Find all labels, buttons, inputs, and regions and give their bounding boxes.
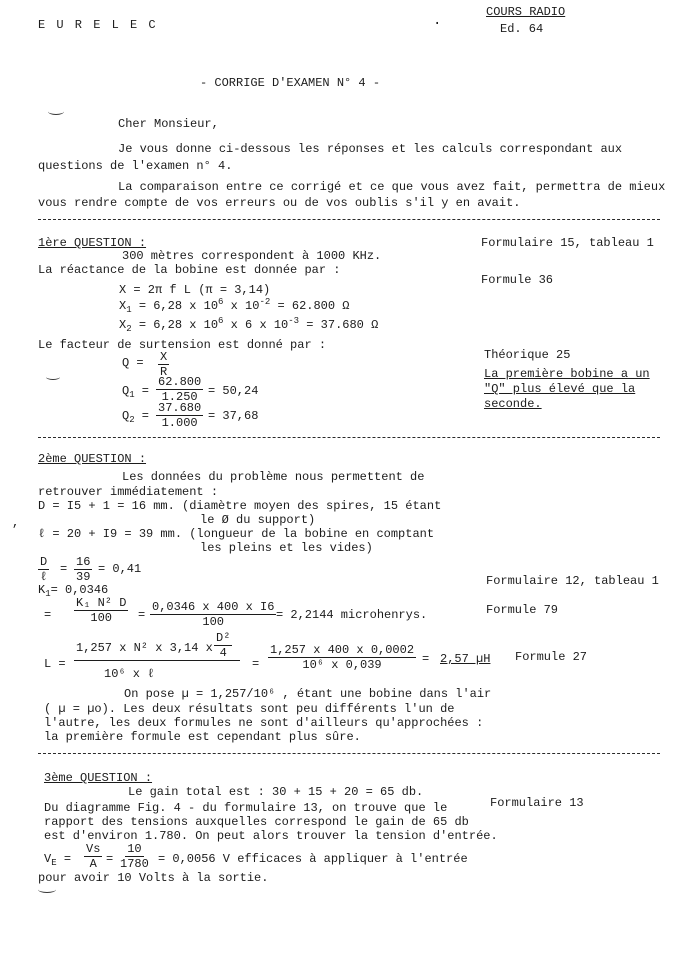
q3-line-1: Le gain total est : 30 + 15 + 20 = 65 db. xyxy=(128,785,424,799)
q1-line-1: 300 mètres correspondent à 1000 KHz. xyxy=(122,249,382,263)
q2-l-d2-fraction: $\frac{\text{D²}}{4}$ xyxy=(216,631,231,660)
q1-q2-result: = 37,68 xyxy=(208,409,259,423)
q3-result: = 0,0056 V efficaces à appliquer à l'entrée xyxy=(158,852,468,866)
q2-l-result: 2,57 µH xyxy=(440,652,491,666)
q2-dl-fraction-2: $\frac{16}{39}$ xyxy=(76,555,91,584)
intro-line-3: La comparaison entre ce corrigé et ce que vous avez fait, permettra de mieux xyxy=(118,180,666,194)
q1-eq-x: X = 2π f L (π = 3,14) xyxy=(119,283,271,297)
q2-l-numerator: 1,257 x N² x 3,14 x xyxy=(76,641,213,655)
q2-f1-eq-2: = xyxy=(138,608,146,622)
q2-f1-eq: = xyxy=(44,608,52,622)
q1-line-2: La réactance de la bobine est donnée par : xyxy=(38,263,341,277)
q3-line-3: rapport des tensions auxquelles correspond le gain de 65 db xyxy=(44,815,469,829)
q2-dl-fraction: D ℓ xyxy=(40,555,48,584)
edition: Ed. 64 xyxy=(500,22,544,36)
q1-reference-2: Formule 36 xyxy=(481,273,554,287)
q1-eq-x1: $X_1 = 6,28$ x $10^6$ x $10^{-2} = 62.800$ Ω xyxy=(119,297,350,315)
q2-note-2: ( µ = µo). Les deux résultats sont peu différents l'un de xyxy=(44,702,455,716)
intro-line-1: Je vous donne ci-dessous les réponses et les calculs correspondant aux xyxy=(118,142,623,156)
q2-l-fraction-2: $\frac{1,257 x 400 x 0,0002}{\text{10⁶ x 0,039}}$ xyxy=(270,643,415,672)
q1-heading: 1ère QUESTION : xyxy=(38,236,147,250)
q1-reference-1: Formulaire 15, tableau 1 xyxy=(481,236,654,250)
q1-q1-fraction: $\frac{62.800}{1.250}$ xyxy=(158,375,202,404)
q1-q1-result: = 50,24 xyxy=(208,384,259,398)
q2-l-line: ℓ = 20 + I9 = 39 mm. (longueur de la bobine en comptant xyxy=(38,527,435,541)
separator xyxy=(38,219,660,220)
q2-heading: 2ème QUESTION : xyxy=(38,452,147,466)
q1-q2-lhs: $Q_2$ = xyxy=(122,409,150,425)
q3-line-6: pour avoir 10 Volts à la sortie. xyxy=(38,871,269,885)
q2-reference-2: Formule 79 xyxy=(486,603,559,617)
q1-eq-x2: $X_2 = 6,28$ x $10^6$ x 6 x $10^{-3} = 37.680$ Ω xyxy=(119,316,379,334)
hole-punch-mark xyxy=(38,886,56,893)
q2-k1: $K_1= 0,0346$ xyxy=(38,583,109,599)
company-name: E U R E L E C xyxy=(38,18,158,32)
q1-line-3: Le facteur de surtension est donné par : xyxy=(38,338,327,352)
q2-f1-fraction-2: $\frac{\text{0,0346 x 400 x I6}}{100}$ xyxy=(152,600,275,629)
hole-punch-mark xyxy=(48,108,64,115)
q3-line-2: Du diagramme Fig. 4 - du formulaire 13, on trouve que le xyxy=(44,801,448,815)
course-title: COURS RADIO xyxy=(486,5,566,19)
intro-line-4: vous rendre compte de vos erreurs ou de vos oublis s'il y en avait. xyxy=(38,196,521,210)
q2-note-1: On pose µ = 1,257/10⁶ , étant une bobine dans l'air xyxy=(124,687,492,701)
q2-d-line: D = I5 + 1 = 16 mm. (diamètre moyen des spires, 15 étant xyxy=(38,499,442,513)
q1-note-1: La première bobine a un xyxy=(484,367,650,381)
hole-punch-mark xyxy=(46,374,60,380)
q2-dl-result: = 0,41 xyxy=(98,562,142,576)
q2-f1-result: = 2,2144 microhenrys. xyxy=(276,608,428,622)
q3-value-fraction: $\frac{10}{1780}$ xyxy=(120,842,149,871)
header-dot: . xyxy=(433,13,442,29)
q3-line-4: est d'environ 1.780. On peut alors trouver la tension d'entrée. xyxy=(44,829,498,843)
q1-note-2: "Q" plus élevé que la xyxy=(484,382,636,396)
q3-reference-1: Formulaire 13 xyxy=(490,796,584,810)
q2-l-eq: = xyxy=(252,657,260,671)
q2-reference-3: Formule 27 xyxy=(515,650,588,664)
q2-l-denominator: 10⁶ x ℓ xyxy=(104,667,155,681)
q2-line-1: Les données du problème nous permettent de xyxy=(122,470,425,484)
q3-vs-fraction: $\frac{Vs}{A}$ xyxy=(86,842,101,871)
q2-f1-fraction: $\frac{\text{K₁ N² D}}{100}$ xyxy=(76,596,127,625)
q3-ve: $V_E$ = xyxy=(44,852,72,868)
separator xyxy=(38,753,660,754)
q2-note-4: la première formule est cependant plus sûre. xyxy=(44,730,361,744)
q2-l-lhs: L = xyxy=(44,657,66,671)
q1-q2-fraction: $\frac{37.680}{1.000}$ xyxy=(158,401,202,430)
q2-l-fraction-bar xyxy=(74,660,240,661)
greeting: Cher Monsieur, xyxy=(118,117,219,131)
q2-l-eq-2: = xyxy=(422,652,430,666)
q2-dl-eq: = xyxy=(60,562,68,576)
q2-line-2: retrouver immédiatement : xyxy=(38,485,219,499)
q2-reference-1: Formulaire 12, tableau 1 xyxy=(486,574,659,588)
q1-note-3: seconde. xyxy=(484,397,542,411)
separator xyxy=(38,437,660,438)
q3-heading: 3ème QUESTION : xyxy=(44,771,153,785)
q1-q1-lhs: $Q_1$ = xyxy=(122,384,150,400)
q2-d-line-2: le Ø du support) xyxy=(200,513,316,527)
q1-q-lhs: Q = xyxy=(122,356,144,370)
q1-reference-3: Théorique 25 xyxy=(484,348,571,362)
margin-tick: , xyxy=(12,516,20,530)
q3-eq-2: = xyxy=(106,852,114,866)
q2-l-line-2: les pleins et les vides) xyxy=(200,541,373,555)
page-title: - CORRIGE D'EXAMEN N° 4 - xyxy=(200,76,381,90)
q2-note-3: l'autre, les deux formules ne sont d'ailleurs qu'approchées : xyxy=(44,716,484,730)
q1-q-fraction: $\frac{X}{R}$ xyxy=(160,350,168,379)
intro-line-2: questions de l'examen n° 4. xyxy=(38,159,233,173)
